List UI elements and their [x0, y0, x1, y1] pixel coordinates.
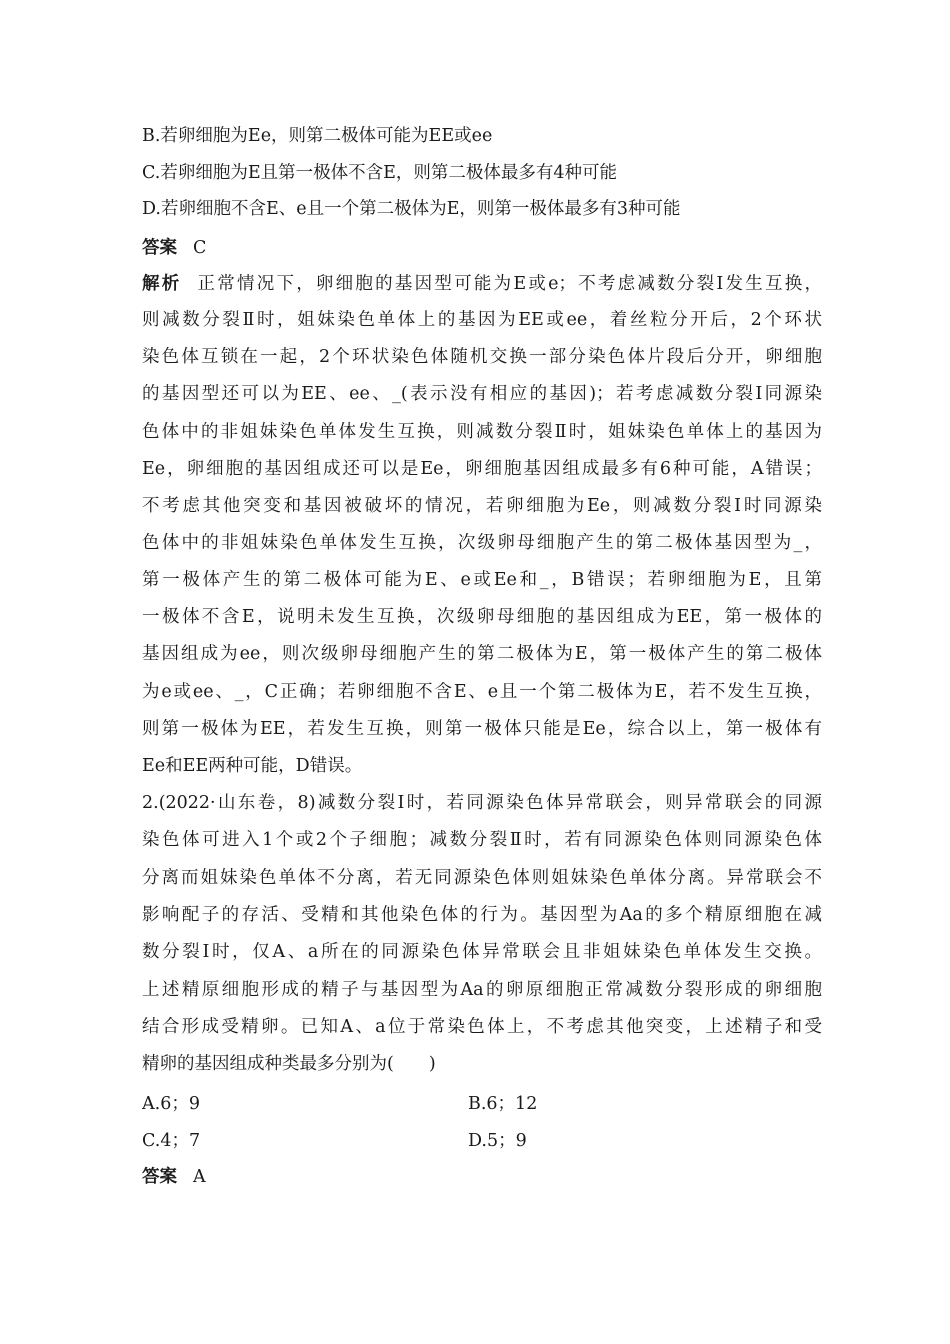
q2-stem-line: 染色体可进入1个或2个子细胞；减数分裂Ⅱ时，若有同源染色体则同源染色体 [142, 830, 822, 850]
analysis-text: 正常情况下，卵细胞的基因型可能为E或e；不考虑减数分裂Ⅰ发生互换， [197, 274, 822, 294]
q1-option-c: C.若卵细胞为E且第一极体不含E，则第二极体最多有4种可能 [142, 163, 618, 183]
q2-stem-line: 精卵的基因组成种类最多分别为( ) [142, 1054, 436, 1074]
q1-analysis-line: 色体中的非姐妹染色单体发生互换，则减数分裂Ⅱ时，姐妹染色单体上的基因为 [142, 422, 822, 442]
q1-analysis-line: Ee，卵细胞的基因组成还可以是Ee，卵细胞基因组成最多有6种可能，A错误； [142, 459, 822, 479]
q1-analysis-line: 为e或ee、_，C正确；若卵细胞不含E、e且一个第二极体为E，若不发生互换， [142, 682, 822, 702]
q2-option-d: D.5；9 [468, 1131, 527, 1151]
q2-stem-line: 上述精原细胞形成的精子与基因型为Aa的卵原细胞正常减数分裂形成的卵细胞 [142, 980, 822, 1000]
q1-option-d: D.若卵细胞不含E、e且一个第二极体为E，则第一极体最多有3种可能 [142, 199, 681, 219]
q2-option-c: C.4；7 [142, 1131, 201, 1151]
q1-analysis-line: 则减数分裂Ⅱ时，姐妹染色单体上的基因为EE或ee，着丝粒分开后，2个环状 [142, 310, 822, 330]
q1-analysis-line: 则第一极体为EE，若发生互换，则第一极体只能是Ee，综合以上，第一极体有 [142, 719, 822, 739]
q2-stem-line: 结合形成受精卵。已知A、a位于常染色体上，不考虑其他突变，上述精子和受 [142, 1017, 822, 1037]
answer-label: 答案 [142, 1167, 177, 1187]
q2-stem-line: 数分裂Ⅰ时，仅A、a所在的同源染色体异常联会且非姐妹染色单体发生交换。 [142, 942, 822, 962]
q1-analysis-line: 色体中的非姐妹染色单体发生互换，次级卵母细胞产生的第二极体基因型为_， [142, 533, 822, 553]
q1-analysis-line: 第一极体产生的第二极体可能为E、e或Ee和_，B错误；若卵细胞为E，且第 [142, 570, 822, 590]
answer-value: C [193, 238, 207, 258]
answer-value: A [193, 1167, 206, 1187]
q2-stem-line: 分离而姐妹染色单体不分离，若无同源染色体则姐妹染色单体分离。异常联会不 [142, 868, 822, 888]
analysis-label: 解析 [142, 274, 182, 294]
q2-stem-line: 2.(2022·山东卷，8)减数分裂Ⅰ时，若同源染色体异常联会，则异常联会的同源 [142, 793, 822, 813]
answer-label: 答案 [142, 238, 177, 258]
q1-analysis-line: 一极体不含E，说明未发生互换，次级卵母细胞的基因组成为EE，第一极体的 [142, 607, 822, 627]
q1-analysis-line-1 [142, 272, 822, 296]
q1-analysis-line: Ee和EE两种可能，D错误。 [142, 756, 363, 776]
q1-analysis-line: 不考虑其他突变和基因被破坏的情况，若卵细胞为Ee，则减数分裂Ⅰ时同源染 [142, 496, 822, 516]
q2-stem-line: 影响配子的存活、受精和其他染色体的行为。基因型为Aa的多个精原细胞在减 [142, 905, 822, 925]
q2-answer [142, 1165, 822, 1189]
q2-option-b: B.6；12 [468, 1094, 538, 1114]
q1-analysis-line: 基因组成为ee，则次级卵母细胞产生的第二极体为E，第一极体产生的第二极体 [142, 644, 822, 664]
q1-option-b: B.若卵细胞为Ee，则第二极体可能为EE或ee [142, 126, 493, 146]
q2-option-a: A.6；9 [142, 1094, 200, 1114]
q1-analysis-line: 的基因型还可以为EE、ee、_(表示没有相应的基因)；若考虑减数分裂Ⅰ同源染 [142, 384, 822, 404]
q1-analysis-line: 染色体互锁在一起，2个环状染色体随机交换一部分染色体片段后分开，卵细胞 [142, 347, 822, 367]
q1-answer [142, 236, 822, 260]
